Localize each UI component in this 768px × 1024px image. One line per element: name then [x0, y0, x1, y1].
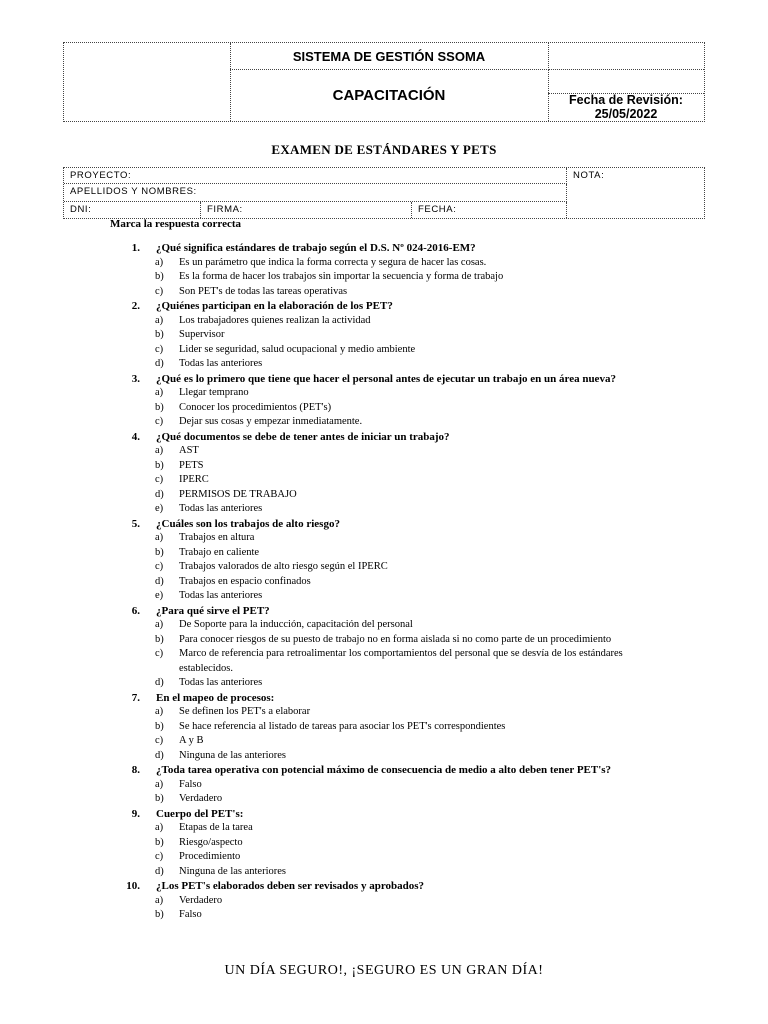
answer-option[interactable] [0, 473, 768, 488]
question-number: 6. [131, 604, 140, 617]
answer-option[interactable] [0, 705, 768, 720]
option-letter: b) [155, 909, 164, 920]
option-text: Trabajos en altura [179, 532, 255, 543]
question-3 [0, 372, 768, 387]
student-info-table [63, 167, 705, 219]
option-text: Ninguna de las anteriores [179, 865, 287, 877]
option-text: AST [179, 445, 199, 456]
option-letter: b) [155, 633, 164, 645]
answer-option[interactable] [0, 386, 768, 401]
option-letter: b) [155, 546, 164, 558]
safety-slogan: UN DÍA SEGURO!, ¡SEGURO ES UN GRAN DÍA! [224, 963, 544, 978]
answer-option[interactable] [0, 531, 768, 546]
option-text: PERMISOS DE TRABAJO [179, 488, 297, 500]
option-text: Trabajos en espacio confinados [179, 575, 311, 587]
option-text: Falso [179, 778, 202, 790]
option-text: Procedimiento [179, 851, 241, 862]
option-text: Llegar temprano [179, 387, 249, 398]
option-letter: b) [155, 720, 164, 732]
grade-field[interactable]: NOTA: [573, 170, 605, 181]
option-text: Todas las anteriores [179, 590, 263, 601]
option-letter: b) [155, 329, 164, 340]
question-number: 5. [131, 517, 140, 530]
option-letter: c) [155, 561, 164, 572]
option-letter: a) [155, 256, 164, 268]
option-letter: c) [155, 474, 164, 485]
question-text: En el mapeo de procesos: [156, 691, 275, 704]
answer-option[interactable] [0, 415, 768, 430]
option-letter: b) [155, 793, 164, 804]
option-letter: d) [155, 749, 164, 761]
question-list [0, 241, 768, 923]
answer-option[interactable] [0, 647, 768, 676]
answer-option[interactable] [0, 285, 768, 300]
revision-date-block [548, 93, 704, 121]
answer-option[interactable] [0, 488, 768, 503]
question-text: Cuerpo del PET's: [156, 807, 244, 820]
question-2 [0, 299, 768, 314]
answer-option[interactable] [0, 792, 768, 807]
question-text: ¿Los PET's elaborados deben ser revisados y aprobados? [156, 880, 425, 892]
question-number: 2. [131, 300, 140, 312]
answer-option[interactable] [0, 270, 768, 285]
dni-field[interactable]: DNI: [64, 202, 201, 218]
name-field[interactable]: APELLIDOS Y NOMBRES: [64, 184, 567, 202]
option-text: Es la forma de hacer los trabajos sin importar la secuencia y forma de trabajo [179, 271, 504, 282]
exam-title: EXAMEN DE ESTÁNDARES Y PETS [271, 142, 497, 157]
option-letter: a) [155, 314, 164, 326]
signature-field[interactable]: FIRMA: [201, 202, 412, 218]
option-text: Todas las anteriores [179, 677, 263, 688]
question-text: ¿Qué significa estándares de trabajo según el D.S. Nº 024-2016-EM? [156, 242, 476, 254]
option-text: Conocer los procedimientos (PET's) [179, 401, 332, 413]
option-letter: a) [155, 822, 164, 833]
answer-option[interactable] [0, 401, 768, 416]
question-text: ¿Qué es lo primero que tiene que hacer el personal antes de ejecutar un trabajo en un área nueva? [156, 372, 616, 385]
answer-option[interactable] [0, 865, 768, 880]
option-letter: c) [155, 285, 164, 297]
question-number: 3. [131, 372, 140, 385]
option-text: Trabajo en caliente [179, 546, 260, 558]
question-4 [0, 430, 768, 445]
option-letter: c) [155, 416, 164, 427]
question-6 [0, 604, 768, 619]
option-text: Trabajos valorados de alto riesgo según el IPERC [179, 561, 388, 572]
option-text: Verdadero [179, 793, 223, 804]
option-text: Para conocer riesgos de su puesto de trabajo no en forma aislada si no como parte de un procedimiento [179, 633, 612, 645]
option-letter: b) [155, 459, 164, 471]
answer-option[interactable] [0, 459, 768, 474]
option-letter: c) [155, 648, 164, 659]
option-text: Lider se seguridad, salud ocupacional y medio ambiente [179, 343, 416, 355]
option-text: Riesgo/aspecto [179, 836, 243, 848]
question-7 [0, 691, 768, 706]
option-text: Todas las anteriores [179, 358, 263, 369]
question-8 [0, 763, 768, 778]
option-text: Marco de referencia para retroalimentar los comportamientos del personal que se desvía de los estándares establecidos. [179, 648, 623, 674]
option-text: Los trabajadores quienes realizan la actividad [179, 314, 371, 326]
answer-option[interactable] [0, 328, 768, 343]
header-empty-cell [548, 43, 704, 70]
option-text: IPERC [179, 474, 209, 485]
question-number: 8. [131, 764, 140, 776]
answer-option[interactable] [0, 256, 768, 271]
question-number: 4. [131, 430, 140, 443]
option-letter: b) [155, 271, 164, 282]
answer-option[interactable] [0, 343, 768, 358]
option-text: Todas las anteriores [179, 503, 263, 514]
option-text: Es un parámetro que indica la forma correcta y segura de hacer las cosas. [179, 256, 487, 268]
option-text: Son PET's de todas las tareas operativas [179, 285, 348, 297]
question-1 [0, 241, 768, 256]
answer-option[interactable] [0, 357, 768, 372]
option-letter: a) [155, 532, 164, 543]
question-text: ¿Qué documentos se debe de tener antes de iniciar un trabajo? [156, 430, 450, 443]
answer-option[interactable] [0, 618, 768, 633]
option-letter: a) [155, 619, 164, 630]
option-letter: a) [155, 387, 164, 398]
answer-option[interactable] [0, 720, 768, 735]
option-letter: e) [155, 590, 164, 601]
answer-option[interactable] [0, 749, 768, 764]
project-field[interactable]: PROYECTO: [64, 168, 567, 184]
question-number: 9. [131, 807, 140, 820]
option-text: PETS [179, 459, 204, 471]
option-text: Verdadero [179, 894, 223, 906]
answer-option[interactable] [0, 633, 768, 648]
option-text: De Soporte para la inducción, capacitación del personal [179, 619, 413, 630]
answer-option[interactable] [0, 589, 768, 604]
answer-option[interactable] [0, 314, 768, 329]
instruction: Marca la respuesta correcta [110, 218, 242, 230]
answer-option[interactable] [0, 444, 768, 459]
answer-option[interactable] [0, 676, 768, 691]
answer-option[interactable] [0, 575, 768, 590]
option-text: Ninguna de las anteriores [179, 749, 287, 761]
date-field[interactable]: FECHA: [412, 202, 567, 218]
question-number: 1. [131, 242, 140, 254]
option-letter: b) [155, 836, 164, 848]
answer-option[interactable] [0, 894, 768, 909]
question-text: ¿Para qué sirve el PET? [156, 604, 270, 617]
answer-option[interactable] [0, 546, 768, 561]
option-text: Se definen los PET's a elaborar [179, 706, 311, 717]
option-letter: d) [155, 865, 164, 877]
question-text: ¿Cuáles son los trabajos de alto riesgo? [156, 517, 340, 530]
option-letter: b) [155, 401, 164, 413]
answer-option[interactable] [0, 850, 768, 865]
answer-option[interactable] [0, 778, 768, 793]
header-empty-cell [548, 69, 704, 94]
option-letter: a) [155, 894, 164, 906]
option-text: A y B [179, 735, 204, 746]
question-number: 7. [131, 691, 140, 704]
option-letter: e) [155, 503, 164, 514]
question-9 [0, 807, 768, 822]
question-10 [0, 879, 768, 894]
option-letter: d) [155, 488, 164, 500]
document-header [63, 42, 705, 122]
question-text: ¿Quiénes participan en la elaboración de los PET? [156, 300, 393, 312]
answer-option[interactable] [0, 836, 768, 851]
option-text: Supervisor [179, 329, 225, 340]
option-letter: a) [155, 445, 164, 456]
system-title: SISTEMA DE GESTIÓN SSOMA [230, 43, 549, 70]
answer-option[interactable] [0, 560, 768, 575]
answer-option[interactable] [0, 502, 768, 517]
option-letter: a) [155, 706, 164, 717]
option-letter: a) [155, 778, 164, 790]
training-title: CAPACITACIÓN [230, 69, 549, 121]
question-5 [0, 517, 768, 532]
question-text: ¿Toda tarea operativa con potencial máximo de consecuencia de medio a alto deben tener PET's? [156, 764, 612, 776]
option-letter: c) [155, 851, 164, 862]
answer-option[interactable] [0, 734, 768, 749]
option-letter: d) [155, 358, 164, 369]
option-letter: d) [155, 677, 164, 688]
revision-date: 25/05/2022 [594, 107, 658, 121]
option-letter: c) [155, 343, 164, 355]
answer-option[interactable] [0, 908, 768, 923]
logo-cell [64, 43, 231, 121]
answer-option[interactable] [0, 821, 768, 836]
revision-label: Fecha de Revisión: [569, 93, 683, 107]
option-text: Etapas de la tarea [179, 822, 253, 833]
option-letter: c) [155, 735, 164, 746]
question-number: 10. [126, 880, 140, 892]
option-text: Dejar sus cosas y empezar inmediatamente. [179, 416, 363, 427]
option-text: Se hace referencia al listado de tareas para asociar los PET's correspondientes [179, 720, 506, 732]
option-letter: d) [155, 575, 164, 587]
option-text: Falso [179, 909, 202, 920]
